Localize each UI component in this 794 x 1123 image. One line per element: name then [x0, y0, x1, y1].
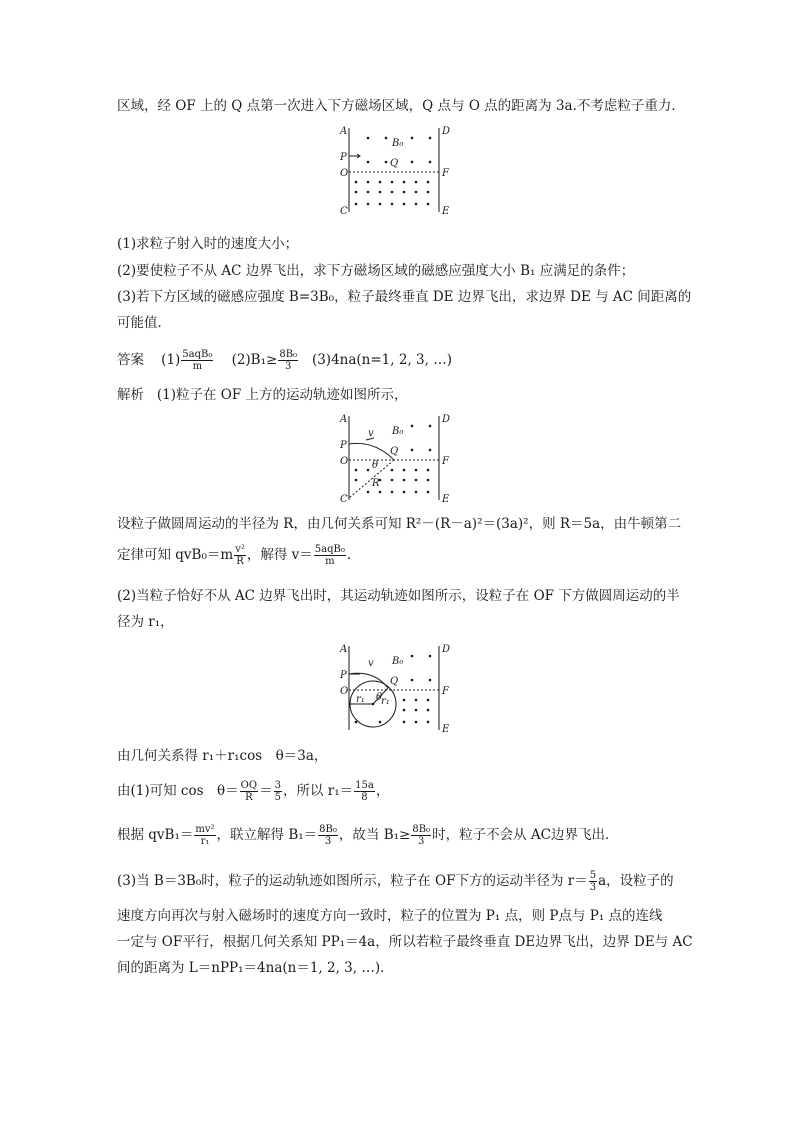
question-3-line-2: 可能值． [117, 315, 171, 331]
label-P: P [340, 152, 347, 163]
svg-text:r₁: r₁ [356, 694, 365, 705]
svg-text:θ: θ [376, 692, 383, 703]
figure-1-magnetic-field [336, 124, 466, 216]
svg-text:P: P [340, 440, 347, 451]
svg-text:A: A [340, 644, 348, 655]
figure-2-trajectory [336, 412, 466, 504]
label-F: F [442, 168, 449, 179]
label-O: O [340, 168, 349, 179]
svg-text:C: C [340, 494, 348, 504]
svg-text:O: O [340, 686, 349, 697]
problem-intro: 区域，经 OF 上的 Q 点第一次进入下方磁场区域，Q 点与 O 点的距离为 3a.不考虑粒子重力． [117, 98, 685, 114]
svg-text:r₁: r₁ [381, 696, 390, 707]
svg-text:P: P [340, 670, 347, 681]
svg-text:F: F [442, 686, 449, 697]
answer-1-fraction: $\frac{\text{5aqB₀}}{m}$ [182, 349, 213, 372]
solution-2-line-1: (2)当粒子恰好不从 AC 边界飞出时，其运动轨迹如图所示，设粒子在 OF 下方做圆周运动的半 [117, 588, 680, 604]
solution-3-line-4: 间的距离为 L＝nPP₁＝4na(n＝1, 2, 3, …)． [117, 960, 394, 976]
solution-2-line-5: 根据 qvB₁＝ $\frac{\text{mv²}}{\text{r₁}}$ ，联立解得 B₁＝ $\frac{\text{8B₀}}{3}$ ，故当 B₁≥ $\frac{\text{8B₀}}{3}$ 时，粒子不会从 AC边界飞出． [117, 824, 619, 847]
answer-2-prefix: (2)B₁≥ [231, 352, 278, 368]
question-2: (2)要使粒子不从 AC 边界飞出，求下方磁场区域的磁感应强度大小 B₁ 应满足的条件； [117, 263, 635, 279]
answer-label: 答案 [117, 352, 144, 368]
answer-3: (3)4na(n=1, 2, 3, …) [311, 352, 452, 368]
svg-text:Q: Q [390, 446, 399, 457]
question-3-line-1: (3)若下方区域的磁感应强度 B=3B₀，粒子最终垂直 DE 边界飞出，求边界 DE 与 AC 间距离的 [117, 289, 692, 305]
solution-1-line-2: 定律可知 qvB₀＝m $\frac{\text{v²}}{R}$ ，解得 v＝ $\frac{\text{5aqB₀}}{m}$ . [117, 544, 352, 567]
solution-1-line-1: 设粒子做圆周运动的半径为 R，由几何关系可知 R²－(R－a)²＝(3a)²，则 R＝5a，由牛顿第二 [117, 516, 682, 532]
svg-text:D: D [442, 644, 451, 655]
svg-text:D: D [442, 414, 451, 425]
question-1: (1)求粒子射入时的速度大小； [117, 236, 299, 252]
solution-2-line-4: 由(1)可知 cos θ＝ $\frac{OQ}{R}$ ＝ $\frac{3}{5}$ ，所以 r₁＝ $\frac{15a}{8}$ ， [117, 780, 390, 803]
solution-label: 解析 [117, 387, 144, 403]
svg-text:v: v [368, 658, 374, 669]
svg-text:R: R [372, 478, 380, 489]
answer-line [117, 346, 452, 374]
svg-text:E: E [442, 724, 450, 734]
label-E: E [442, 206, 450, 216]
label-Q: Q [390, 158, 399, 169]
label-A: A [340, 126, 348, 137]
label-B0: B₀ [392, 138, 404, 149]
answer-2-fraction: $\frac{\text{8B₀}}{3}$ [279, 349, 298, 372]
svg-text:A: A [340, 414, 348, 425]
solution-3-line-2: 速度方向再次与射入磁场时的速度方向一致时，粒子的位置为 P₁ 点，则 P点与 P₁ 点的连线 [117, 908, 663, 924]
label-C: C [340, 206, 348, 216]
solution-3-line-1: (3)当 B＝3B₀时，粒子的运动轨迹如图所示，粒子在 OF下方的运动半径为 r＝ $\frac{5}{3}$ a，设粒子的 [117, 870, 674, 893]
svg-text:Q: Q [390, 676, 399, 687]
solution-2-line-3: 由几何关系得 r₁＋r₁cos θ＝3a， [117, 748, 328, 764]
label-D: D [442, 126, 451, 137]
svg-text:θ: θ [372, 460, 379, 471]
svg-text:E: E [442, 494, 450, 504]
answer-1-prefix: (1) [161, 352, 181, 368]
solution-3-line-3: 一定与 OF平行，根据几何关系知 PP₁＝4a，所以若粒子最终垂直 DE边界飞出，边界 DE与 AC [117, 934, 693, 950]
svg-text:v: v [368, 428, 374, 439]
svg-text:O: O [340, 456, 349, 467]
solution-2-line-2: 径为 r₁， [117, 614, 174, 630]
figure-3-tangent-trajectory [336, 642, 466, 734]
solution-intro: 解析 (1)粒子在 OF 上方的运动轨迹如图所示， [117, 387, 408, 403]
svg-text:F: F [442, 456, 449, 467]
svg-text:B₀: B₀ [392, 426, 404, 437]
svg-text:B₀: B₀ [392, 656, 404, 667]
